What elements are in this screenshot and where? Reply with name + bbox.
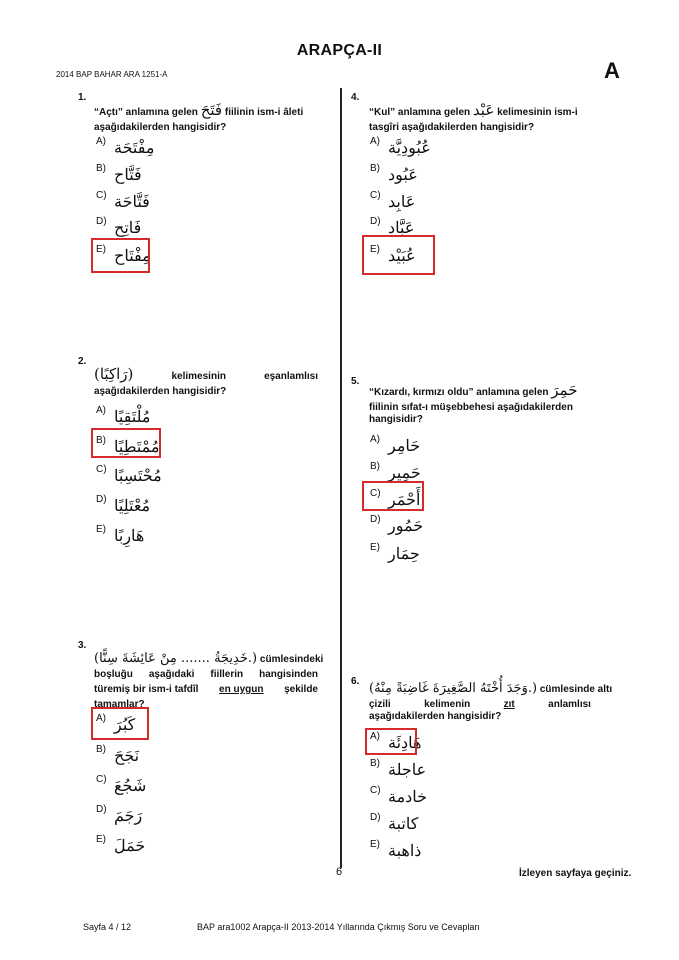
question-1 [78,92,318,135]
arabic-word: (رَاكِبًا) [94,365,134,383]
correct-answer-highlight [91,428,161,458]
question-number: 4. [351,92,360,103]
question-3 [78,640,324,712]
arabic-word: فَتَحَ [200,101,223,119]
question-text: eşanlamlısı [264,371,318,382]
correct-answer-highlight [362,235,435,275]
question-text: “Açtı” anlamına gelen [94,107,198,118]
question-text: fiilinin sıfat-ı müşebbehesi aşağıdakilerden [369,402,573,413]
exam-title: ARAPÇA-II [296,42,383,59]
question-text: “Kul” anlamına gelen [369,107,471,118]
arabic-word: عَبْد [472,101,495,119]
question-text: çizili [369,699,391,710]
correct-answer-highlight [91,238,150,273]
correct-answer-highlight [365,728,417,755]
arabic-sentence: (خَدِيجَةُ ....... مِنْ عَائِشَةَ سِنًّا.) [94,651,258,666]
question-text: kelimesinin ism-i [497,107,578,118]
arabic-sentence: (وَجَدَ أُخْتَهُ الصَّغِيرَةَ غَاضِبَةً مِنْهُ.) [369,681,538,696]
question-text: “Kızardı, kırmızı oldu” anlamına gelen [369,387,549,398]
question-4 [351,92,591,135]
booklet-letter: A [604,58,620,83]
arabic-word: حَمِرَ [551,381,578,399]
question-number: 2. [78,356,87,367]
page-number: 6 [336,866,343,878]
question-text: kelimenin [424,699,471,710]
question-text: hangisidir? [369,414,423,425]
question-text: türemiş bir ism-i tafdîl [94,684,199,695]
question-text: fiilinin ism-i âleti [224,107,304,118]
question-number: 6. [351,676,360,687]
correct-answer-highlight [91,707,149,740]
question-text: tasgîri aşağıdakilerden hangisidir? [369,122,535,133]
question-number: 1. [78,92,87,103]
question-text: şekilde [284,684,318,695]
question-5 [351,376,591,427]
question-6 [351,676,613,724]
correct-answer-highlight [362,481,424,511]
underlined-text: zıt [503,699,515,710]
question-text: kelimesinin [171,371,226,382]
question-text: aşağıdakilerden hangisidir? [94,122,227,133]
question-text: anlamlısı [548,699,591,710]
footer-source: BAP ara1002 Arapça-II 2013-2014 Yıllarında Çıkmış Soru ve Cevapları [197,922,480,932]
question-text: tamamlar? [94,699,145,710]
question-text: cümlesinde altı [539,684,613,695]
question-number: 3. [78,640,87,651]
question-2 [78,356,318,399]
question-text: cümlesindeki [259,654,324,665]
column-divider [340,88,342,868]
footer-page-count: Sayfa 4 / 12 [83,922,132,932]
question-text: boşluğu aşağıdaki fiillerin hangisinden [94,669,318,680]
question-number: 5. [351,376,360,387]
question-text: aşağıdakilerden hangisidir? [94,386,227,397]
question-text: aşağıdakilerden hangisidir? [369,711,502,722]
underlined-text: en uygun [219,684,264,695]
next-page-note: İzleyen sayfaya geçiniz. [519,868,632,879]
exam-code: 2014 BAP BAHAR ARA 1251-A [56,70,168,79]
